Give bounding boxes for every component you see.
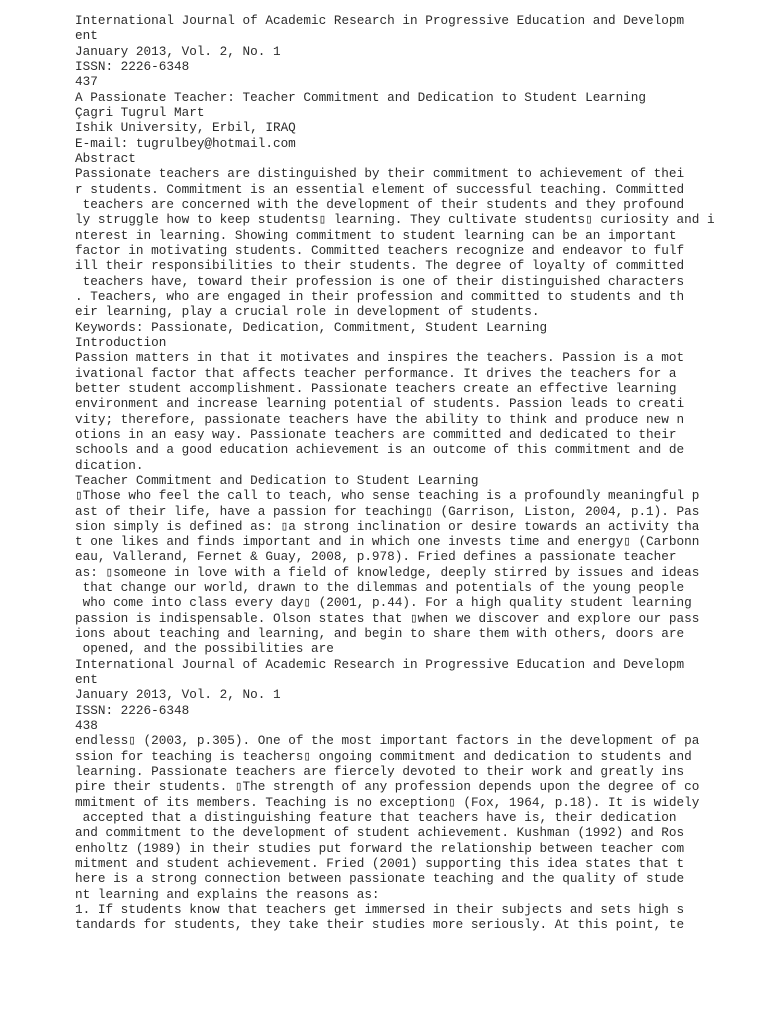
text-line: accepted that a distinguishing feature that teachers have is, their dedication bbox=[75, 810, 677, 826]
text-line: mmitment of its members. Teaching is no exception▯ (Fox, 1964, p.18). It is widely bbox=[75, 794, 700, 810]
text-line: ISSN: 2226-6348 bbox=[75, 702, 190, 718]
text-line: factor in motivating students. Committed teachers recognize and endeavor to fulf bbox=[75, 242, 685, 258]
text-line: Introduction bbox=[75, 334, 167, 350]
text-line: Keywords: Passionate, Dedication, Commitment, Student Learning bbox=[75, 319, 548, 335]
text-line: ivational factor that affects teacher performance. It drives the teachers for a bbox=[75, 365, 677, 381]
text-line: eir learning, play a crucial role in development of students. bbox=[75, 304, 540, 320]
text-line: A Passionate Teacher: Teacher Commitment and Dedication to Student Learning bbox=[75, 89, 647, 105]
text-line: endless▯ (2003, p.305). One of the most important factors in the development of pa bbox=[75, 733, 700, 749]
text-line: dication. bbox=[75, 457, 144, 473]
text-line: learning. Passionate teachers are fiercely devoted to their work and greatly ins bbox=[75, 764, 685, 780]
text-line: 437 bbox=[75, 74, 98, 90]
text-line: t one likes and finds important and in which one invests time and energy▯ (Carbonn bbox=[75, 534, 700, 550]
text-line: mitment and student achievement. Fried (2001) supporting this idea states that t bbox=[75, 856, 685, 872]
text-line: better student accomplishment. Passionate teachers create an effective learning bbox=[75, 380, 677, 396]
text-line: tandards for students, they take their studies more seriously. At this point, te bbox=[75, 917, 685, 933]
text-line: ent bbox=[75, 28, 98, 44]
text-line: 438 bbox=[75, 718, 98, 734]
text-line: as: ▯someone in love with a field of knowledge, deeply stirred by issues and ideas bbox=[75, 564, 700, 580]
text-line: Ishik University, Erbil, IRAQ bbox=[75, 120, 296, 136]
text-line: E-mail: tugrulbey@hotmail.com bbox=[75, 135, 296, 151]
text-line: International Journal of Academic Research in Progressive Education and Developm bbox=[75, 13, 685, 28]
text-line: that change our world, drawn to the dilemmas and potentials of the young people bbox=[75, 580, 685, 596]
text-line: sion simply is defined as: ▯a strong inclination or desire towards an activity tha bbox=[75, 518, 700, 534]
text-line: eau, Vallerand, Fernet & Guay, 2008, p.978). Fried defines a passionate teacher bbox=[75, 549, 677, 565]
text-line: teachers have, toward their profession is one of their distinguished characters bbox=[75, 273, 685, 289]
text-line: . Teachers, who are engaged in their profession and committed to students and th bbox=[75, 288, 685, 304]
text-line: here is a strong connection between passionate teaching and the quality of stude bbox=[75, 871, 685, 887]
text-line: Çagri Tugrul Mart bbox=[75, 104, 205, 120]
text-line: who come into class every day▯ (2001, p.44). For a high quality student learning bbox=[75, 595, 692, 611]
text-line: International Journal of Academic Research in Progressive Education and Developm bbox=[75, 656, 685, 672]
document-text bbox=[75, 13, 715, 933]
text-line: Teacher Commitment and Dedication to Student Learning bbox=[75, 472, 479, 488]
text-line: ions about teaching and learning, and begin to share them with others, doors are bbox=[75, 626, 685, 642]
text-line: Passionate teachers are distinguished by their commitment to achievement of thei bbox=[75, 166, 685, 182]
text-line: ly struggle how to keep students▯ learning. They cultivate students▯ curiosity and i bbox=[75, 212, 715, 228]
text-line: nt learning and explains the reasons as: bbox=[75, 886, 380, 902]
text-line: enholtz (1989) in their studies put forward the relationship between teacher com bbox=[75, 840, 685, 856]
text-line: ▯Those who feel the call to teach, who sense teaching is a profoundly meaningful p bbox=[75, 488, 700, 504]
text-line: ill their responsibilities to their students. The degree of loyalty of committed bbox=[75, 258, 685, 274]
text-line: schools and a good education achievement is an outcome of this commitment and de bbox=[75, 442, 685, 458]
text-line: January 2013, Vol. 2, No. 1 bbox=[75, 687, 281, 703]
text-line: teachers are concerned with the development of their students and they profound bbox=[75, 196, 685, 212]
text-line: January 2013, Vol. 2, No. 1 bbox=[75, 43, 281, 59]
text-line: and commitment to the development of student achievement. Kushman (1992) and Ros bbox=[75, 825, 685, 841]
text-line: vity; therefore, passionate teachers have the ability to think and produce new n bbox=[75, 411, 685, 427]
text-line: passion is indispensable. Olson states that ▯when we discover and explore our pass bbox=[75, 610, 700, 626]
text-line: ent bbox=[75, 672, 98, 688]
text-line: Abstract bbox=[75, 150, 136, 166]
text-line: pire their students. ▯The strength of any profession depends upon the degree of co bbox=[75, 779, 700, 795]
text-line: Passion matters in that it motivates and inspires the teachers. Passion is a mot bbox=[75, 350, 685, 366]
text-line: ast of their life, have a passion for teaching▯ (Garrison, Liston, 2004, p.1). Pas bbox=[75, 503, 700, 519]
text-line: r students. Commitment is an essential element of successful teaching. Committed bbox=[75, 181, 685, 197]
text-line: nterest in learning. Showing commitment to student learning can be an important bbox=[75, 227, 677, 243]
text-line: ISSN: 2226-6348 bbox=[75, 58, 190, 74]
text-line: environment and increase learning potential of students. Passion leads to creati bbox=[75, 396, 685, 412]
text-line: otions in an easy way. Passionate teachers are committed and dedicated to their bbox=[75, 426, 677, 442]
text-line: 1. If students know that teachers get immersed in their subjects and sets high s bbox=[75, 902, 685, 918]
text-line: ssion for teaching is teachers▯ ongoing commitment and dedication to students and bbox=[75, 748, 692, 764]
text-line: opened, and the possibilities are bbox=[75, 641, 334, 657]
